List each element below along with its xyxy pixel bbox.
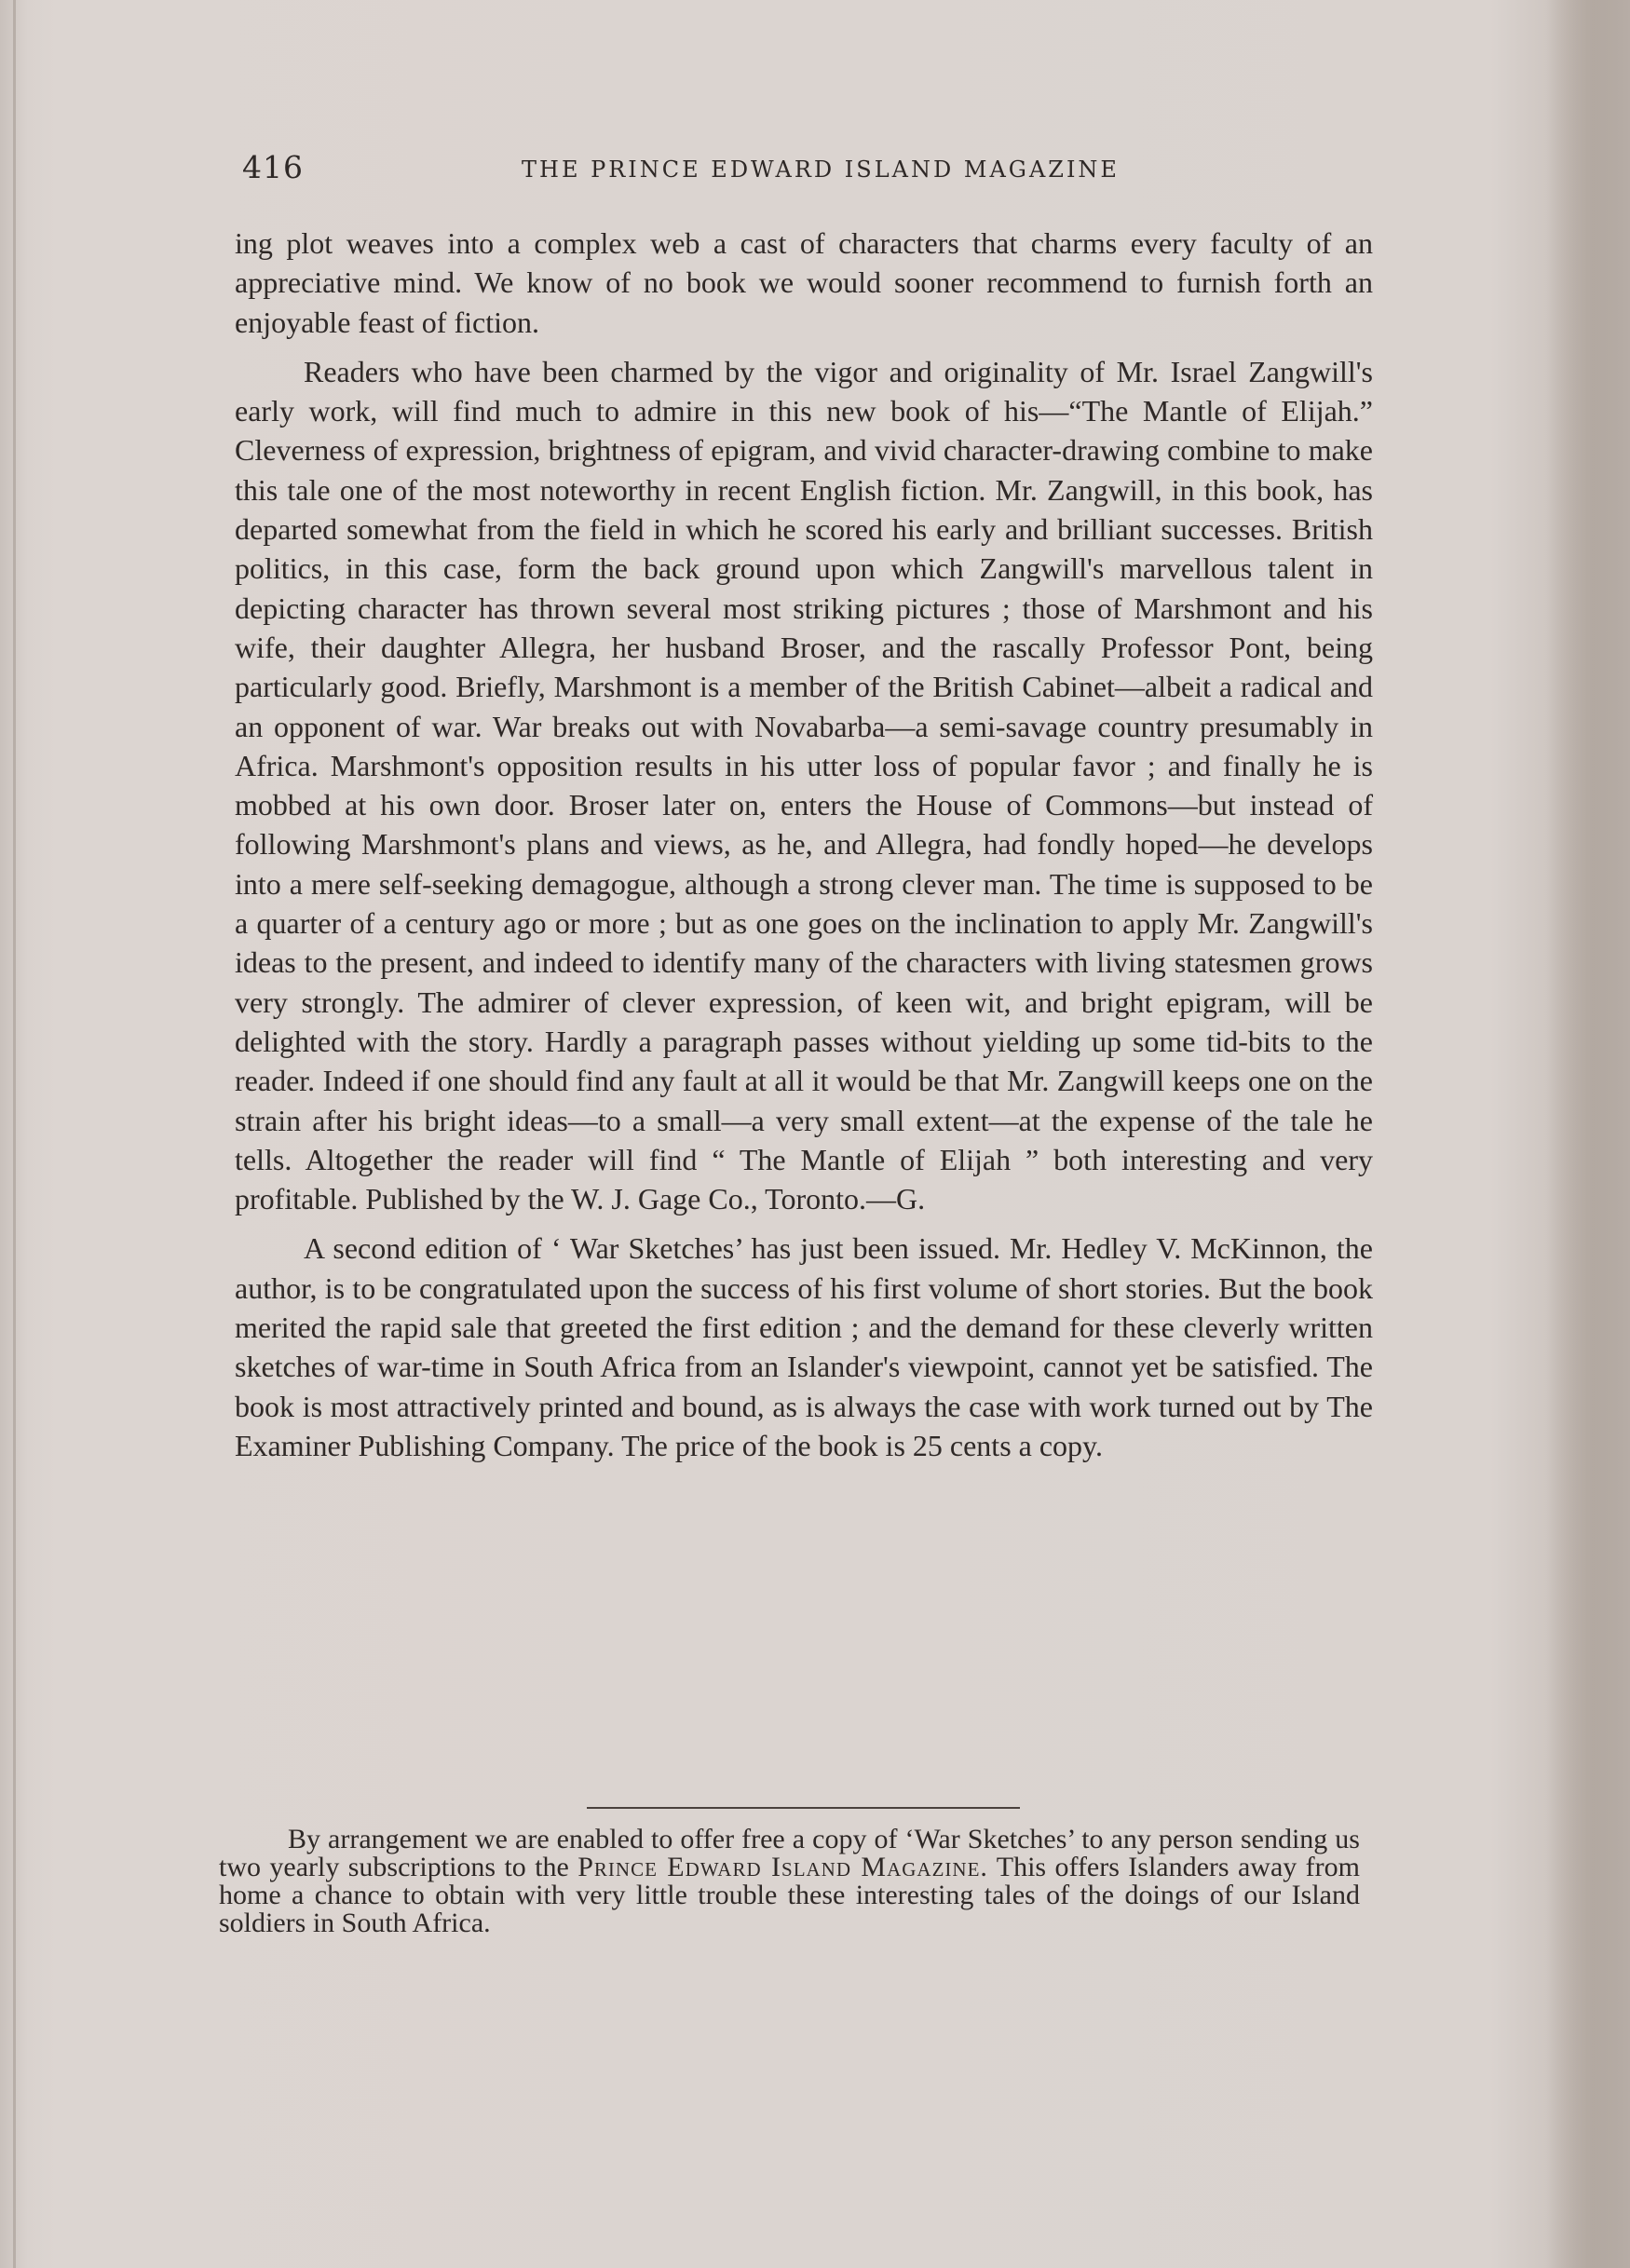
paragraph-continued: ing plot weaves into a complex web a cast of characters that charms every faculty of an appreciative mind. We know of no book we would sooner recommend to furnish forth an enjoyable feast of fiction. bbox=[235, 226, 1373, 339]
magazine-name: Prince Edward Island Magazine. bbox=[577, 1852, 988, 1882]
page-header bbox=[242, 149, 1183, 196]
article-body bbox=[235, 224, 1373, 1465]
subscription-notice bbox=[219, 1826, 1360, 1937]
section-divider bbox=[587, 1807, 1020, 1809]
notice-text-after: This offers Islanders away from home a chance to obtain with very little trouble these interesting tales of the doings of our Island soldiers in South Africa. bbox=[219, 1852, 1360, 1938]
running-head: THE PRINCE EDWARD ISLAND MAGAZINE bbox=[522, 156, 1120, 183]
binding-gutter bbox=[13, 0, 16, 2268]
page-edge-shadow bbox=[1546, 0, 1630, 2268]
page-number: 416 bbox=[242, 149, 304, 185]
paragraph-war-sketches: A second edition of ‘ War Sketches’ has just been issued. Mr. Hedley V. McKinnon, the author, is to be congratulated upon the success of his first volume of short stories. But the book merited the rapid sale that greeted the first edition ; and the demand for these cleverly written sketches of war-time in South Africa from an Islander's viewpoint, cannot yet be satisfied. The book is most attractively printed and bound, as is always the case with work turned out by The Examiner Publishing Company. The price of the book is 25 cents a copy. bbox=[235, 1231, 1373, 1462]
notice-paragraph bbox=[219, 1826, 1360, 1937]
paragraph-zangwill-review: Readers who have been charmed by the vigor and originality of Mr. Israel Zangwill's early work, will find much to admire in this new book of his—“The Mantle of Elijah.” Cleverness of expression, brightness of epigram, and vivid character-drawing combine to make this tale one of the most noteworthy in recent English fiction. Mr. Zangwill, in this book, has departed somewhat from the field in which he scored his early and brilliant successes. British politics, in this case, form the back ground upon which Zangwill's marvellous talent in depicting character has thrown several most striking pictures ; those of Marshmont and his wife, their daughter Allegra, her husband Broser, and the rascally Professor Pont, being particularly good. Briefly, Marshmont is a member of the British Cabinet—albeit a radical and an opponent of war. War breaks out with Novabarba—a semi-savage country presumably in Africa. Marshmont's opposition results in his utter loss of popular favor ; and finally he is mobbed at his own door. Broser later on, enters the House of Commons—but instead of following Marshmont's plans and views, as he, and Allegra, had fondly hoped—he develops into a mere self-seeking demagogue, although a strong clever man. The time is supposed to be a quarter of a century ago or more ; but as one goes on the inclination to apply Mr. Zangwill's ideas to the present, and indeed to identify many of the characters with living statesmen grows very strongly. The admirer of clever expression, of keen wit, and bright epigram, will be delighted with the story. Hardly a paragraph passes without yielding up some tid-bits to the reader. Indeed if one should find any fault at all it would be that Mr. Zangwill keeps one on the strain after his bright ideas—to a small—a very small extent—at the expense of the tale he tells. Altogether the reader will find “ The Mantle of Elijah ” both interesting and very profitable. Published by the W. J. Gage Co., Toronto.—G. bbox=[235, 354, 1373, 1216]
notice-text-before: By arrangement we are enabled to offer free a copy of ‘War Sketches’ to any person sending us two yearly subscriptions to the bbox=[219, 1824, 1360, 1882]
